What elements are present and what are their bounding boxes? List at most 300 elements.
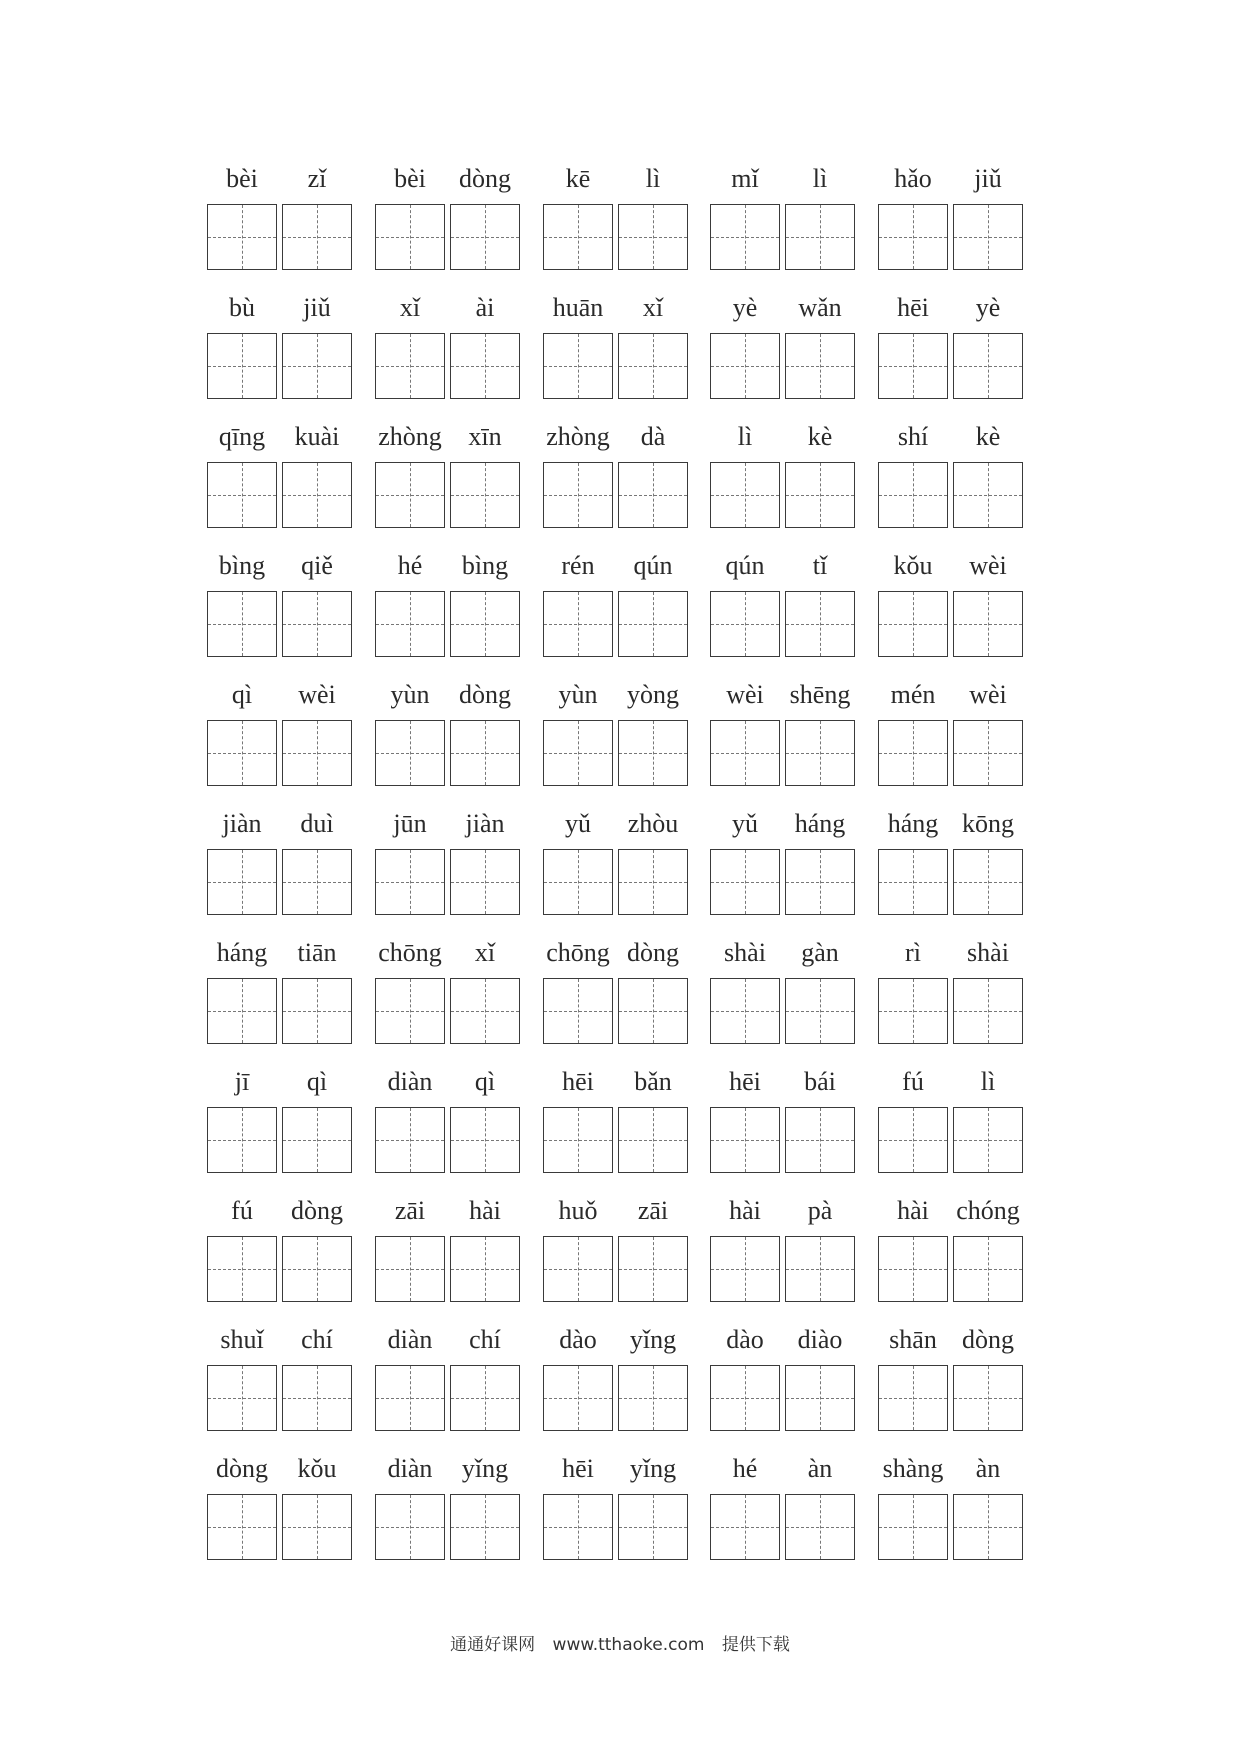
writing-box[interactable] (375, 591, 445, 657)
guide-line-horizontal (376, 237, 444, 238)
guide-line-horizontal (451, 882, 519, 883)
pinyin-label: huǒ (558, 1196, 598, 1225)
pinyin-label: bìng (461, 551, 509, 580)
writing-box[interactable] (543, 1365, 613, 1431)
pinyin-label: dòng (627, 938, 679, 967)
guide-line-horizontal (208, 1398, 276, 1399)
pinyin-label: àn (975, 1454, 1001, 1483)
guide-line-horizontal (711, 1269, 779, 1270)
pinyin-label: jiǔ (974, 164, 1002, 193)
guide-line-horizontal (283, 882, 351, 883)
guide-line-horizontal (786, 1269, 854, 1270)
writing-box[interactable] (710, 462, 780, 528)
writing-box[interactable] (375, 720, 445, 786)
guide-line-horizontal (208, 624, 276, 625)
guide-line-horizontal (376, 753, 444, 754)
footer-note: 提供下载 (721, 1635, 790, 1655)
guide-line-horizontal (619, 882, 687, 883)
guide-line-horizontal (879, 624, 947, 625)
writing-box[interactable] (543, 462, 613, 528)
guide-line-horizontal (711, 1011, 779, 1012)
guide-line-horizontal (711, 1527, 779, 1528)
writing-box[interactable] (618, 462, 688, 528)
pinyin-label: jī (234, 1067, 250, 1096)
guide-line-horizontal (786, 1398, 854, 1399)
writing-box[interactable] (207, 978, 277, 1044)
writing-box[interactable] (375, 333, 445, 399)
pinyin-label: yùn (558, 680, 598, 709)
guide-line-horizontal (208, 1140, 276, 1141)
guide-line-horizontal (283, 366, 351, 367)
pinyin-label: yǔ (565, 809, 591, 838)
writing-box[interactable] (710, 1107, 780, 1173)
writing-box[interactable] (282, 720, 352, 786)
writing-box[interactable] (543, 1236, 613, 1302)
writing-box[interactable] (710, 1236, 780, 1302)
writing-box[interactable] (282, 1494, 352, 1560)
writing-box[interactable] (878, 1107, 948, 1173)
writing-box[interactable] (785, 978, 855, 1044)
pinyin-label: yùn (390, 680, 430, 709)
guide-line-horizontal (544, 624, 612, 625)
guide-line-horizontal (711, 882, 779, 883)
pinyin-label: shàng (882, 1454, 944, 1483)
pinyin-label: hēi (562, 1067, 594, 1096)
writing-box[interactable] (375, 1236, 445, 1302)
writing-box[interactable] (282, 333, 352, 399)
pinyin-label: gàn (801, 938, 839, 967)
writing-box[interactable] (878, 204, 948, 270)
guide-line-horizontal (619, 624, 687, 625)
pinyin-label: ài (475, 293, 495, 322)
writing-box[interactable] (785, 1107, 855, 1173)
guide-line-horizontal (954, 366, 1022, 367)
pinyin-label: hé (397, 551, 423, 580)
pinyin-label: qiě (301, 551, 333, 580)
pinyin-label: shài (724, 938, 766, 967)
writing-box[interactable] (953, 462, 1023, 528)
pinyin-label: rì (905, 938, 921, 967)
pinyin-label: fú (231, 1196, 253, 1225)
pinyin-label: kuài (294, 422, 340, 451)
writing-box[interactable] (953, 978, 1023, 1044)
writing-box[interactable] (450, 849, 520, 915)
writing-box[interactable] (618, 204, 688, 270)
writing-box[interactable] (953, 1365, 1023, 1431)
writing-box[interactable] (618, 1107, 688, 1173)
footer-site-name: 通通好课网 (450, 1635, 536, 1655)
writing-box[interactable] (450, 978, 520, 1044)
pinyin-label: qún (633, 551, 673, 580)
writing-box[interactable] (710, 849, 780, 915)
writing-box[interactable] (375, 1494, 445, 1560)
writing-box[interactable] (710, 720, 780, 786)
writing-box[interactable] (543, 978, 613, 1044)
guide-line-horizontal (879, 237, 947, 238)
guide-line-horizontal (879, 1269, 947, 1270)
writing-box[interactable] (618, 1236, 688, 1302)
pinyin-label: wǎn (798, 293, 842, 322)
writing-box[interactable] (878, 849, 948, 915)
pinyin-label: zāi (637, 1196, 669, 1225)
guide-line-horizontal (619, 1527, 687, 1528)
pinyin-label: bìng (218, 551, 266, 580)
guide-line-horizontal (376, 495, 444, 496)
writing-box[interactable] (450, 462, 520, 528)
guide-line-horizontal (451, 1140, 519, 1141)
writing-box[interactable] (710, 978, 780, 1044)
guide-line-horizontal (619, 1398, 687, 1399)
guide-line-horizontal (208, 753, 276, 754)
guide-line-horizontal (879, 1011, 947, 1012)
guide-line-horizontal (283, 1527, 351, 1528)
writing-box[interactable] (543, 720, 613, 786)
pinyin-label: lì (645, 164, 661, 193)
pinyin-label: yǐng (629, 1454, 677, 1483)
guide-line-horizontal (954, 753, 1022, 754)
writing-box[interactable] (207, 720, 277, 786)
writing-box[interactable] (543, 1107, 613, 1173)
guide-line-horizontal (451, 1527, 519, 1528)
pinyin-label: shuǐ (220, 1325, 264, 1354)
writing-box[interactable] (450, 1236, 520, 1302)
pinyin-label: háng (887, 809, 939, 838)
writing-box[interactable] (450, 1494, 520, 1560)
guide-line-horizontal (954, 237, 1022, 238)
pinyin-label: yǐng (629, 1325, 677, 1354)
writing-box[interactable] (618, 978, 688, 1044)
pinyin-label: tǐ (812, 551, 828, 580)
pinyin-label: chí (301, 1325, 333, 1354)
guide-line-horizontal (954, 1140, 1022, 1141)
writing-box[interactable] (878, 333, 948, 399)
pinyin-label: zhòu (627, 809, 679, 838)
writing-box[interactable] (450, 720, 520, 786)
writing-box[interactable] (710, 1494, 780, 1560)
writing-box[interactable] (785, 462, 855, 528)
writing-box[interactable] (450, 1107, 520, 1173)
pinyin-label: yè (975, 293, 1001, 322)
pinyin-label: yǐng (461, 1454, 509, 1483)
pinyin-label: fú (902, 1067, 924, 1096)
pinyin-label: diàn (387, 1067, 433, 1096)
guide-line-horizontal (376, 1398, 444, 1399)
pinyin-label: dòng (291, 1196, 343, 1225)
writing-box[interactable] (878, 978, 948, 1044)
writing-box[interactable] (953, 1236, 1023, 1302)
writing-box[interactable] (710, 591, 780, 657)
writing-box[interactable] (207, 204, 277, 270)
guide-line-horizontal (544, 1011, 612, 1012)
pinyin-label: yòng (627, 680, 679, 709)
pinyin-label: hēi (897, 293, 929, 322)
guide-line-horizontal (376, 1269, 444, 1270)
guide-line-horizontal (544, 1527, 612, 1528)
writing-box[interactable] (207, 1236, 277, 1302)
writing-box[interactable] (207, 1107, 277, 1173)
guide-line-horizontal (208, 366, 276, 367)
pinyin-label: yè (732, 293, 758, 322)
pinyin-label: mǐ (731, 164, 759, 193)
guide-line-horizontal (879, 1398, 947, 1399)
writing-box[interactable] (543, 333, 613, 399)
writing-box[interactable] (618, 333, 688, 399)
writing-box[interactable] (282, 1236, 352, 1302)
pinyin-label: qīng (218, 422, 266, 451)
guide-line-horizontal (376, 1140, 444, 1141)
guide-line-horizontal (451, 366, 519, 367)
guide-line-horizontal (283, 1140, 351, 1141)
guide-line-horizontal (208, 1269, 276, 1270)
guide-line-horizontal (879, 1140, 947, 1141)
guide-line-horizontal (879, 366, 947, 367)
pinyin-label: lì (980, 1067, 996, 1096)
guide-line-horizontal (619, 1140, 687, 1141)
guide-line-horizontal (786, 1011, 854, 1012)
writing-box[interactable] (618, 720, 688, 786)
guide-line-horizontal (711, 1140, 779, 1141)
guide-line-horizontal (619, 495, 687, 496)
guide-line-horizontal (711, 237, 779, 238)
writing-box[interactable] (450, 591, 520, 657)
writing-box[interactable] (953, 204, 1023, 270)
pinyin-label: chōng (378, 938, 442, 967)
writing-box[interactable] (375, 462, 445, 528)
guide-line-horizontal (376, 366, 444, 367)
writing-box[interactable] (785, 1365, 855, 1431)
pinyin-label: rén (561, 551, 595, 580)
pinyin-label: chōng (546, 938, 610, 967)
pinyin-label: diàn (387, 1454, 433, 1483)
writing-box[interactable] (543, 591, 613, 657)
pinyin-label: dà (640, 422, 666, 451)
pinyin-label: wèi (969, 551, 1007, 580)
guide-line-horizontal (954, 1011, 1022, 1012)
writing-box[interactable] (953, 333, 1023, 399)
pinyin-label: xǐ (399, 293, 421, 322)
guide-line-horizontal (208, 1011, 276, 1012)
writing-box[interactable] (878, 1236, 948, 1302)
writing-box[interactable] (785, 1494, 855, 1560)
footer (0, 1630, 1240, 1655)
pinyin-label: bèi (394, 164, 426, 193)
guide-line-horizontal (619, 753, 687, 754)
writing-box[interactable] (282, 591, 352, 657)
writing-box[interactable] (710, 204, 780, 270)
writing-box[interactable] (207, 591, 277, 657)
writing-box[interactable] (953, 1107, 1023, 1173)
guide-line-horizontal (451, 495, 519, 496)
guide-line-horizontal (451, 237, 519, 238)
guide-line-horizontal (879, 882, 947, 883)
writing-box[interactable] (953, 849, 1023, 915)
writing-box[interactable] (282, 1365, 352, 1431)
writing-box[interactable] (207, 1365, 277, 1431)
pinyin-label: hǎo (894, 164, 932, 193)
pinyin-label: shài (967, 938, 1009, 967)
writing-box[interactable] (450, 333, 520, 399)
writing-box[interactable] (785, 1236, 855, 1302)
pinyin-label: hé (732, 1454, 758, 1483)
guide-line-horizontal (208, 495, 276, 496)
guide-line-horizontal (376, 1011, 444, 1012)
writing-box[interactable] (878, 720, 948, 786)
writing-box[interactable] (618, 849, 688, 915)
writing-box[interactable] (618, 591, 688, 657)
guide-line-horizontal (954, 624, 1022, 625)
guide-line-horizontal (619, 237, 687, 238)
pinyin-label: hài (729, 1196, 761, 1225)
pinyin-label: dòng (459, 164, 511, 193)
guide-line-horizontal (451, 1011, 519, 1012)
guide-line-horizontal (208, 1527, 276, 1528)
guide-line-horizontal (544, 1140, 612, 1141)
guide-line-horizontal (619, 366, 687, 367)
guide-line-horizontal (786, 624, 854, 625)
writing-box[interactable] (785, 720, 855, 786)
pinyin-label: wèi (298, 680, 336, 709)
guide-line-horizontal (451, 753, 519, 754)
guide-line-horizontal (376, 624, 444, 625)
guide-line-horizontal (376, 1527, 444, 1528)
writing-box[interactable] (785, 204, 855, 270)
pinyin-label: kǒu (893, 551, 933, 580)
pinyin-label: lì (812, 164, 828, 193)
pinyin-label: bǎn (634, 1067, 672, 1096)
footer-url[interactable]: www.tthaoke.com (552, 1635, 705, 1655)
writing-box[interactable] (207, 1494, 277, 1560)
writing-box[interactable] (953, 591, 1023, 657)
guide-line-horizontal (451, 1269, 519, 1270)
writing-box[interactable] (878, 1365, 948, 1431)
pinyin-label: xǐ (642, 293, 664, 322)
writing-box[interactable] (953, 1494, 1023, 1560)
writing-box[interactable] (450, 204, 520, 270)
pinyin-label: dòng (216, 1454, 268, 1483)
pinyin-label: qì (474, 1067, 496, 1096)
writing-box[interactable] (618, 1494, 688, 1560)
writing-box[interactable] (375, 849, 445, 915)
guide-line-horizontal (786, 495, 854, 496)
writing-box[interactable] (282, 978, 352, 1044)
pinyin-label: shēng (789, 680, 851, 709)
writing-box[interactable] (710, 333, 780, 399)
writing-box[interactable] (543, 204, 613, 270)
writing-box[interactable] (282, 462, 352, 528)
guide-line-horizontal (954, 495, 1022, 496)
writing-box[interactable] (375, 1107, 445, 1173)
pinyin-label: chóng (956, 1196, 1020, 1225)
writing-box[interactable] (785, 849, 855, 915)
guide-line-horizontal (544, 882, 612, 883)
pinyin-label: diàn (387, 1325, 433, 1354)
pinyin-label: jiǔ (303, 293, 331, 322)
guide-line-horizontal (619, 1011, 687, 1012)
writing-box[interactable] (282, 204, 352, 270)
guide-line-horizontal (283, 1398, 351, 1399)
guide-line-horizontal (208, 237, 276, 238)
pinyin-label: qì (306, 1067, 328, 1096)
writing-box[interactable] (710, 1365, 780, 1431)
writing-box[interactable] (878, 462, 948, 528)
guide-line-horizontal (283, 237, 351, 238)
guide-line-horizontal (283, 495, 351, 496)
pinyin-label: wèi (969, 680, 1007, 709)
guide-line-horizontal (544, 753, 612, 754)
guide-line-horizontal (711, 624, 779, 625)
pinyin-label: zhòng (546, 422, 610, 451)
guide-line-horizontal (879, 1527, 947, 1528)
guide-line-horizontal (879, 495, 947, 496)
pinyin-label: qún (725, 551, 765, 580)
guide-line-horizontal (283, 624, 351, 625)
guide-line-horizontal (954, 1527, 1022, 1528)
guide-line-horizontal (544, 1398, 612, 1399)
guide-line-horizontal (879, 753, 947, 754)
pinyin-label: dòng (459, 680, 511, 709)
writing-box[interactable] (207, 333, 277, 399)
writing-box[interactable] (450, 1365, 520, 1431)
pinyin-label: àn (807, 1454, 833, 1483)
guide-line-horizontal (283, 1269, 351, 1270)
writing-box[interactable] (375, 204, 445, 270)
pinyin-label: wèi (726, 680, 764, 709)
pinyin-label: pà (807, 1196, 833, 1225)
writing-box[interactable] (785, 333, 855, 399)
writing-box[interactable] (543, 849, 613, 915)
guide-line-horizontal (376, 882, 444, 883)
guide-line-horizontal (786, 1140, 854, 1141)
writing-box[interactable] (953, 720, 1023, 786)
pinyin-label: chí (469, 1325, 501, 1354)
writing-box[interactable] (282, 849, 352, 915)
writing-box[interactable] (878, 591, 948, 657)
writing-box[interactable] (785, 591, 855, 657)
pinyin-label: hài (469, 1196, 501, 1225)
guide-line-horizontal (208, 882, 276, 883)
pinyin-label: kōng (962, 809, 1014, 838)
guide-line-horizontal (544, 1269, 612, 1270)
pinyin-label: bèi (226, 164, 258, 193)
writing-box[interactable] (207, 849, 277, 915)
guide-line-horizontal (544, 237, 612, 238)
pinyin-label: xīn (468, 422, 502, 451)
pinyin-label: zāi (394, 1196, 426, 1225)
writing-box[interactable] (878, 1494, 948, 1560)
pinyin-label: diào (797, 1325, 843, 1354)
guide-line-horizontal (786, 237, 854, 238)
pinyin-label: bù (229, 293, 255, 322)
guide-line-horizontal (954, 1269, 1022, 1270)
guide-line-horizontal (786, 882, 854, 883)
guide-line-horizontal (786, 753, 854, 754)
guide-line-horizontal (544, 495, 612, 496)
writing-box[interactable] (207, 462, 277, 528)
pinyin-label: yǔ (732, 809, 758, 838)
pinyin-label: duì (300, 809, 334, 838)
pinyin-label: jiàn (465, 809, 505, 838)
pinyin-label: lì (737, 422, 753, 451)
writing-box[interactable] (618, 1365, 688, 1431)
writing-box[interactable] (543, 1494, 613, 1560)
pinyin-label: hēi (729, 1067, 761, 1096)
guide-line-horizontal (786, 1527, 854, 1528)
writing-box[interactable] (375, 1365, 445, 1431)
writing-box[interactable] (375, 978, 445, 1044)
writing-box[interactable] (282, 1107, 352, 1173)
pinyin-label: shí (897, 422, 929, 451)
guide-line-horizontal (283, 753, 351, 754)
